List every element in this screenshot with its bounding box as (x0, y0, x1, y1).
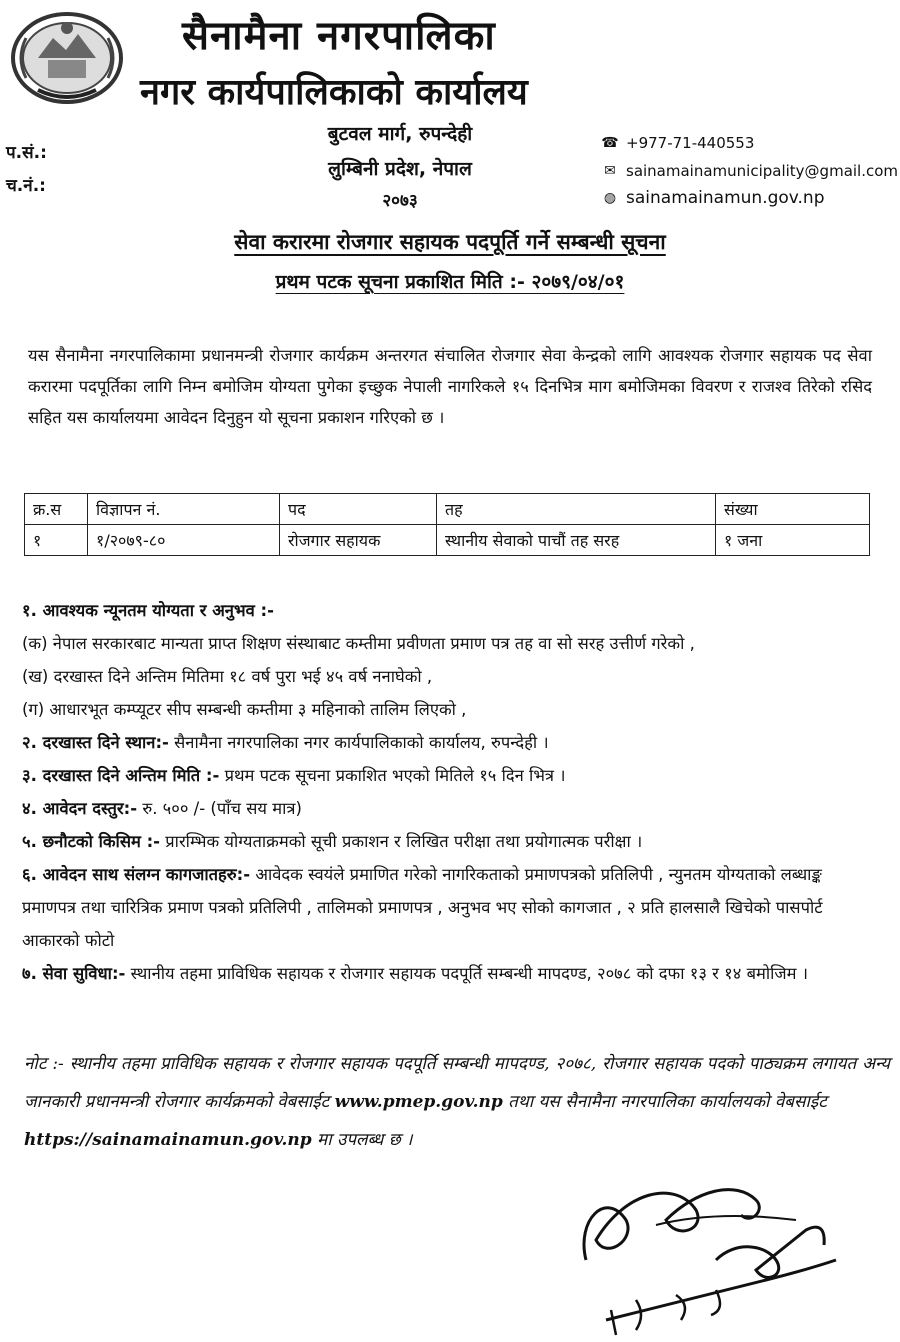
vacancy-table (24, 493, 870, 556)
table-header-row (25, 494, 870, 525)
table-row (25, 525, 870, 556)
header-cell-level: तह (437, 494, 716, 525)
organization-name: सैनामैना नगरपालिका (182, 13, 496, 59)
phone-icon: ☎ (601, 135, 619, 151)
established-year: २०७३ (382, 191, 418, 211)
section-6-heading: ६. आवेदन साथ संलग्न कागजातहरु:- (22, 865, 251, 884)
notice-subtitle-text: प्रथम पटक सूचना प्रकाशित मिति :- २०७९/०४/०१ (275, 271, 625, 293)
section-1-item-b: (ख) दरखास्त दिने अन्तिम मितिमा १८ वर्ष पुरा भई ४५ वर्ष ननाघेको , (22, 667, 433, 686)
note-text-3: मा उपलब्ध छ । (311, 1130, 413, 1150)
notice-title (0, 228, 900, 256)
note-text-1: नोट :- स्थानीय तहमा प्राविधिक सहायक र रोजगार सहायक पदपूर्ति सम्बन्धी मापदण्ड, २०७८, रोजगार सहायक पदको पाठ्यक्रम लगायत अन्य जानकारी प्रधानमन्त्री रोजगार कार्यक्रमको वेबसाईट (24, 1054, 890, 1112)
section-7-text: स्थानीय तहमा प्राविधिक सहायक र रोजगार सहायक पदपूर्ति सम्बन्धी मापदण्ड, २०७८ को दफा १३ र १४ बमोजिम । (125, 964, 809, 983)
pmep-link[interactable]: www.pmep.gov.np (334, 1092, 503, 1112)
office-name: नगर कार्यपालिकाको कार्यालय (140, 72, 528, 113)
intro-paragraph: यस सैनामैना नगरपालिकामा प्रधानमन्त्री रोजगार कार्यक्रम अन्तरगत संचालित रोजगार सेवा केन्द्रको लागि आवश्यक रोजगार सहायक पद सेवा करारमा पदपूर्तिका लागि निम्न बमोजिम योग्यता पुगेका इच्छुक नेपाली नागरिकले १५ दिनभित्र माग बमोजिमका विवरण र राजश्व तिरेको रसिद सहित यस कार्यालयमा आवेदन दिनुहुन यो सूचना प्रकाशन गरिएको छ । (28, 346, 872, 427)
section-2-text: सैनामैना नगरपालिका नगर कार्यपालिकाको कार्यालय, रुपन्देही । (168, 733, 549, 752)
section-1-heading: १. आवश्यक न्यूनतम योग्यता र अनुभव :- (22, 601, 274, 620)
notice-title-text: सेवा करारमा रोजगार सहायक पदपूर्ति गर्ने सम्बन्धी सूचना (234, 230, 666, 254)
website-url[interactable]: sainamainamun.gov.np (626, 188, 825, 208)
nepal-emblem-logo (8, 8, 126, 106)
municipality-website-link[interactable]: https://sainamainamun.gov.np (24, 1130, 312, 1150)
mail-icon: ✉ (604, 163, 616, 179)
header-cell-sn: क्र.स (25, 494, 88, 525)
contact-email (600, 162, 898, 180)
header-cell-post: पद (280, 494, 437, 525)
signature-image (566, 1150, 866, 1340)
contact-website (600, 188, 825, 208)
section-5-text: प्रारम्भिक योग्यताक्रमको सूची प्रकाशन र लिखित परीक्षा तथा प्रयोगात्मक परीक्षा । (160, 832, 643, 851)
patra-sankhya-label: प.सं.: (6, 143, 47, 163)
address-line-2: लुम्बिनी प्रदेश, नेपाल (328, 158, 472, 180)
section-7-heading: ७. सेवा सुविधा:- (22, 964, 126, 983)
contact-phone (600, 134, 754, 152)
requirements-sections (22, 594, 878, 990)
section-6-text: आवेदक स्वयंले प्रमाणित गरेको नागरिकताको प्रमाणपत्रको प्रतिलिपी , न्युनतम योग्यताको लब्धाङ्क प्रमाणपत्र तथा चारित्रिक प्रमाण पत्रको प्रतिलिपी , तालिमको प्रमाणपत्र , अनुभव भए सोको कागजात , २ प्रति हालसालै खिचेको पासपोर्ट आकारको फोटो (22, 865, 823, 950)
globe-icon: ◍ (603, 190, 617, 206)
cell-count: १ जना (716, 525, 870, 556)
section-3-text: प्रथम पटक सूचना प्रकाशित भएको मितिले १५ दिन भित्र । (219, 766, 566, 785)
section-5-heading: ५. छनौटको किसिम :- (22, 832, 161, 851)
section-1-item-c: (ग) आधारभूत कम्प्यूटर सीप सम्बन्धी कम्तीमा ३ महिनाको तालिम लिएको , (22, 700, 467, 719)
phone-number: +977-71-440553 (626, 134, 755, 152)
section-4-text: रु. ५०० /- (पाँच सय मात्र) (137, 799, 302, 818)
footnote (24, 1045, 890, 1159)
section-1-item-a: (क) नेपाल सरकारबाट मान्यता प्राप्त शिक्षण संस्थाबाट कम्तीमा प्रवीणता प्रमाण पत्र तह वा सो सरह उत्तीर्ण गरेको , (22, 634, 695, 653)
cell-post: रोजगार सहायक (280, 525, 437, 556)
email-address[interactable]: sainamainamunicipality@gmail.com (626, 162, 899, 180)
header-cell-ad-number: विज्ञापन नं. (88, 494, 280, 525)
address-line-1: बुटवल मार्ग, रुपन्देही (327, 123, 473, 145)
cell-sn: १ (25, 525, 88, 556)
section-3-heading: ३. दरखास्त दिने अन्तिम मिति :- (22, 766, 220, 785)
header-cell-count: संख्या (716, 494, 870, 525)
notice-subtitle (0, 268, 900, 294)
chalani-number-label: च.नं.: (6, 176, 46, 196)
section-2-heading: २. दरखास्त दिने स्थान:- (22, 733, 169, 752)
cell-level: स्थानीय सेवाको पाचौं तह सरह (437, 525, 716, 556)
note-text-2: तथा यस सैनामैना नगरपालिका कार्यालयको वेबसाईट (502, 1092, 827, 1112)
cell-ad-number: १/२०७९-८० (88, 525, 280, 556)
section-4-heading: ४. आवेदन दस्तुर:- (22, 799, 138, 818)
